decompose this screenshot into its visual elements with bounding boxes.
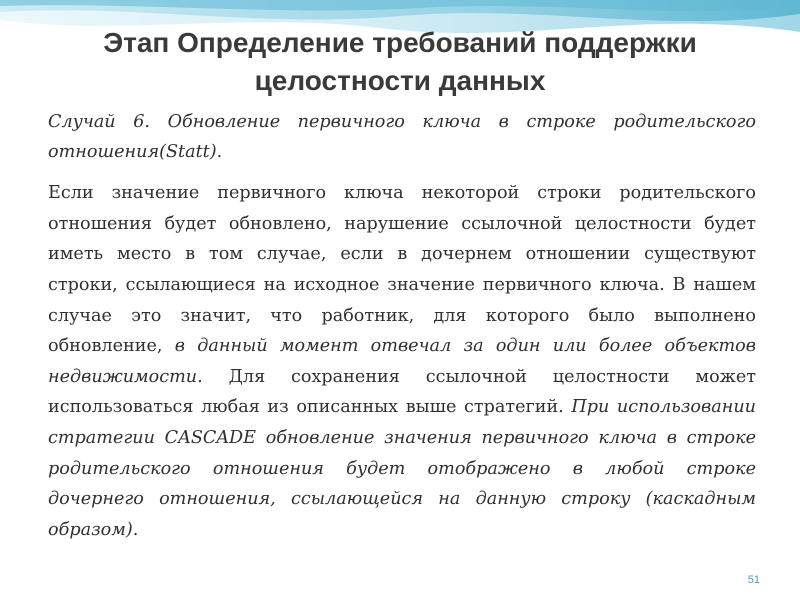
case-heading: Случай 6. Обновление первичного ключа в строке родительского отношения(Statt). bbox=[48, 112, 756, 162]
body-paragraph-part-2: в данный момент отвечал за один или более объектов недвижимости. bbox=[48, 336, 756, 387]
slide-title-line-1: Этап Определение требований поддержки bbox=[103, 27, 697, 58]
body-paragraph bbox=[48, 178, 756, 545]
body-paragraph-part-4: При использовании стратегии CASCADE обновление значения первичного ключа в строке родительского отношения будет отображено в любой строке дочернего отношения, ссылающейся на данную строку (каскадным образом). bbox=[48, 397, 756, 540]
slide-number: 51 bbox=[747, 574, 760, 586]
body-paragraph-part-3: Для сохранения ссылочной целостности может использоваться любая из описанных выше стратегий. bbox=[48, 366, 756, 418]
slide-title-line-2: целостности данных bbox=[254, 65, 546, 96]
slide-title bbox=[40, 24, 760, 100]
slide-body bbox=[48, 108, 756, 545]
body-paragraph-part-1: Если значение первичного ключа некоторой строки родительского отношения будет обновлено, нарушение ссылочной целостности будет иметь место в том случае, если в дочернем отношении существуют строки, ссылающиеся на исходное значение первичного ключа. В нашем случае это значит, что работник, для которого было выполнено обновление, bbox=[48, 183, 756, 357]
